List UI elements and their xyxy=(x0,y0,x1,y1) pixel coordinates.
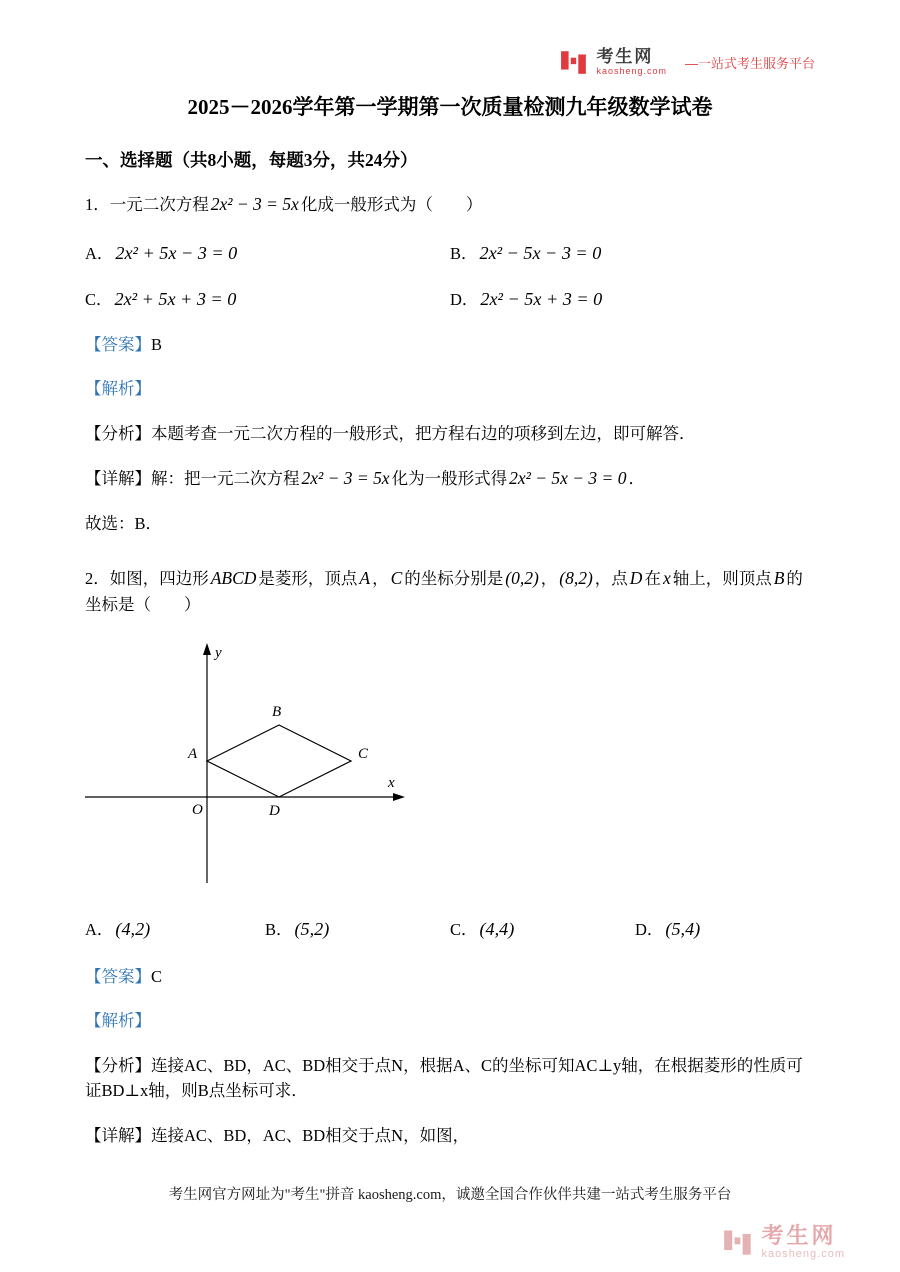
q2-option-a xyxy=(85,916,265,940)
q1-stem-text-1: 1．一元二次方程 xyxy=(85,194,209,214)
q2-stem-text-9: 的坐标是（ ） xyxy=(85,569,803,615)
q2-option-a-label: A． xyxy=(85,919,114,939)
rhombus-abcd xyxy=(207,725,351,797)
q2-stem-text-2: 是菱形，顶点 xyxy=(258,569,358,589)
q1-option-a-label: A． xyxy=(85,243,114,263)
q1-analysis-tag-line xyxy=(85,376,815,402)
watermark-domain: kaosheng.com xyxy=(761,1247,845,1260)
q2-analysis-tag-line xyxy=(85,1008,815,1034)
q2-stem xyxy=(85,565,815,618)
brand-header xyxy=(85,0,815,77)
x-axis-arrow xyxy=(393,793,405,801)
q1-conclusion-line: 故选：B． xyxy=(85,514,163,534)
q2-option-b xyxy=(265,916,450,940)
q2-answer-tag: 【答案】 xyxy=(85,966,151,986)
q2-stem-math-abcd: ABCD xyxy=(210,568,257,589)
q1-stem xyxy=(85,191,815,218)
q2-answer-line xyxy=(85,964,815,990)
q1-detail-text-3: ． xyxy=(628,469,645,489)
q2-option-c-label: C． xyxy=(450,919,478,939)
q2-stem-text-3: ， xyxy=(372,569,389,589)
q1-options-row-1 xyxy=(85,240,815,264)
q2-option-c-math: (4,4) xyxy=(479,918,515,939)
q2-jiexi-tag: 【解析】 xyxy=(85,1011,151,1031)
brand-tagline: —一站式考生服务平台 xyxy=(684,55,815,71)
q2-stem-text-1: 2．如图，四边形 xyxy=(85,569,209,589)
q1-answer-tag: 【答案】 xyxy=(85,334,151,354)
q1-option-a xyxy=(85,240,450,264)
q2-answer-value: C xyxy=(151,966,163,986)
q2-figure xyxy=(85,637,815,892)
brand-name: 考生网 xyxy=(596,47,654,66)
q1-option-d-math: 2x² − 5x + 3 = 0 xyxy=(480,288,603,309)
q2-stem-text-6: ，点 xyxy=(594,569,628,589)
figure-label-d: D xyxy=(269,802,280,819)
q1-stem-math: 2x² − 3 = 5x xyxy=(210,193,299,214)
q2-stem-text-8: 轴上，则顶点 xyxy=(672,569,772,589)
q1-answer-line xyxy=(85,332,815,358)
q2-stem-text-5: ， xyxy=(540,569,558,589)
q1-option-b xyxy=(450,240,815,264)
q2-stem-math-d: D xyxy=(629,568,643,589)
figure-label-origin: O xyxy=(192,801,203,818)
q2-stem-coord-a: (0,2) xyxy=(505,568,539,589)
q2-stem-math-b: B xyxy=(773,568,785,589)
q1-detail-math-2: 2x² − 5x − 3 = 0 xyxy=(509,468,627,489)
q1-jiexi-tag: 【解析】 xyxy=(85,379,151,399)
q2-option-b-math: (5,2) xyxy=(294,918,330,939)
q1-option-b-math: 2x² − 5x − 3 = 0 xyxy=(479,242,602,263)
q2-stem-math-c: C xyxy=(390,568,403,589)
watermark-logo-icon xyxy=(723,1227,753,1257)
q2-figure-svg xyxy=(85,637,415,887)
section-heading: 一、选择题（共8小题，每题3分，共24分） xyxy=(85,149,418,170)
q2-stem-math-a: A xyxy=(359,568,371,589)
footer-watermark xyxy=(723,1224,845,1260)
watermark-text-block xyxy=(761,1224,845,1260)
q1-detail-text-1: 【详解】解：把一元二次方程 xyxy=(85,469,300,489)
figure-label-c: C xyxy=(358,745,369,762)
q1-option-b-label: B． xyxy=(450,243,478,263)
q2-stem-text-4: 的坐标分别是 xyxy=(404,569,504,589)
figure-label-b: B xyxy=(272,703,282,720)
q1-detail-math-1: 2x² − 3 = 5x xyxy=(301,468,390,489)
q2-option-d-label: D． xyxy=(635,919,664,939)
q1-option-c xyxy=(85,286,450,310)
figure-label-y: y xyxy=(215,644,222,661)
q1-option-d-label: D． xyxy=(450,289,479,309)
q2-option-d xyxy=(635,916,815,940)
q2-options-row xyxy=(85,916,815,940)
q1-option-a-math: 2x² + 5x − 3 = 0 xyxy=(115,242,238,263)
q1-detail-line xyxy=(85,465,815,492)
figure-label-x: x xyxy=(388,774,395,791)
q1-option-d xyxy=(450,286,815,310)
footer-note: 考生网官方网址为"考生"拼音 kaosheng.com，诚邀全国合作伙伴共建一站式考生服务平台 xyxy=(168,1187,732,1203)
q1-answer-value: B xyxy=(151,334,163,354)
brand-lockup xyxy=(560,48,815,77)
q2-option-a-math: (4,2) xyxy=(115,918,151,939)
q2-stem-math-x: x xyxy=(662,568,671,589)
q1-option-c-math: 2x² + 5x + 3 = 0 xyxy=(114,288,237,309)
q1-option-c-label: C． xyxy=(85,289,113,309)
q2-option-c xyxy=(450,916,635,940)
q2-fenxi-line: 【分析】连接AC、BD，AC、BD相交于点N，根据A、C的坐标可知AC⊥y轴，在根据菱形的性质可证BD⊥x轴，则B点坐标可求． xyxy=(85,1055,803,1101)
q2-detail-line: 【详解】连接AC、BD，AC、BD相交于点N，如图， xyxy=(85,1125,470,1145)
watermark-brand: 考生网 xyxy=(761,1222,837,1248)
kaosheng-logo-icon xyxy=(560,48,588,76)
q2-stem-coord-c: (8,2) xyxy=(559,568,593,589)
q2-option-b-label: B． xyxy=(265,919,293,939)
q2-option-d-math: (5,4) xyxy=(665,918,701,939)
q1-detail-text-2: 化为一般形式得 xyxy=(391,469,508,489)
q1-options-row-2 xyxy=(85,286,815,310)
q1-fenxi-line: 【分析】本题考查一元二次方程的一般形式，把方程右边的项移到左边，即可解答． xyxy=(85,423,696,443)
brand-text-block xyxy=(596,48,667,77)
brand-domain: kaosheng.com xyxy=(596,65,667,76)
y-axis-arrow xyxy=(203,643,211,655)
q1-stem-text-2: 化成一般形式为（ ） xyxy=(300,194,483,214)
figure-label-a: A xyxy=(188,745,198,762)
page-title: 2025－2026学年第一学期第一次质量检测九年级数学试卷 xyxy=(187,94,713,119)
q2-stem-text-7: 在 xyxy=(644,569,661,589)
